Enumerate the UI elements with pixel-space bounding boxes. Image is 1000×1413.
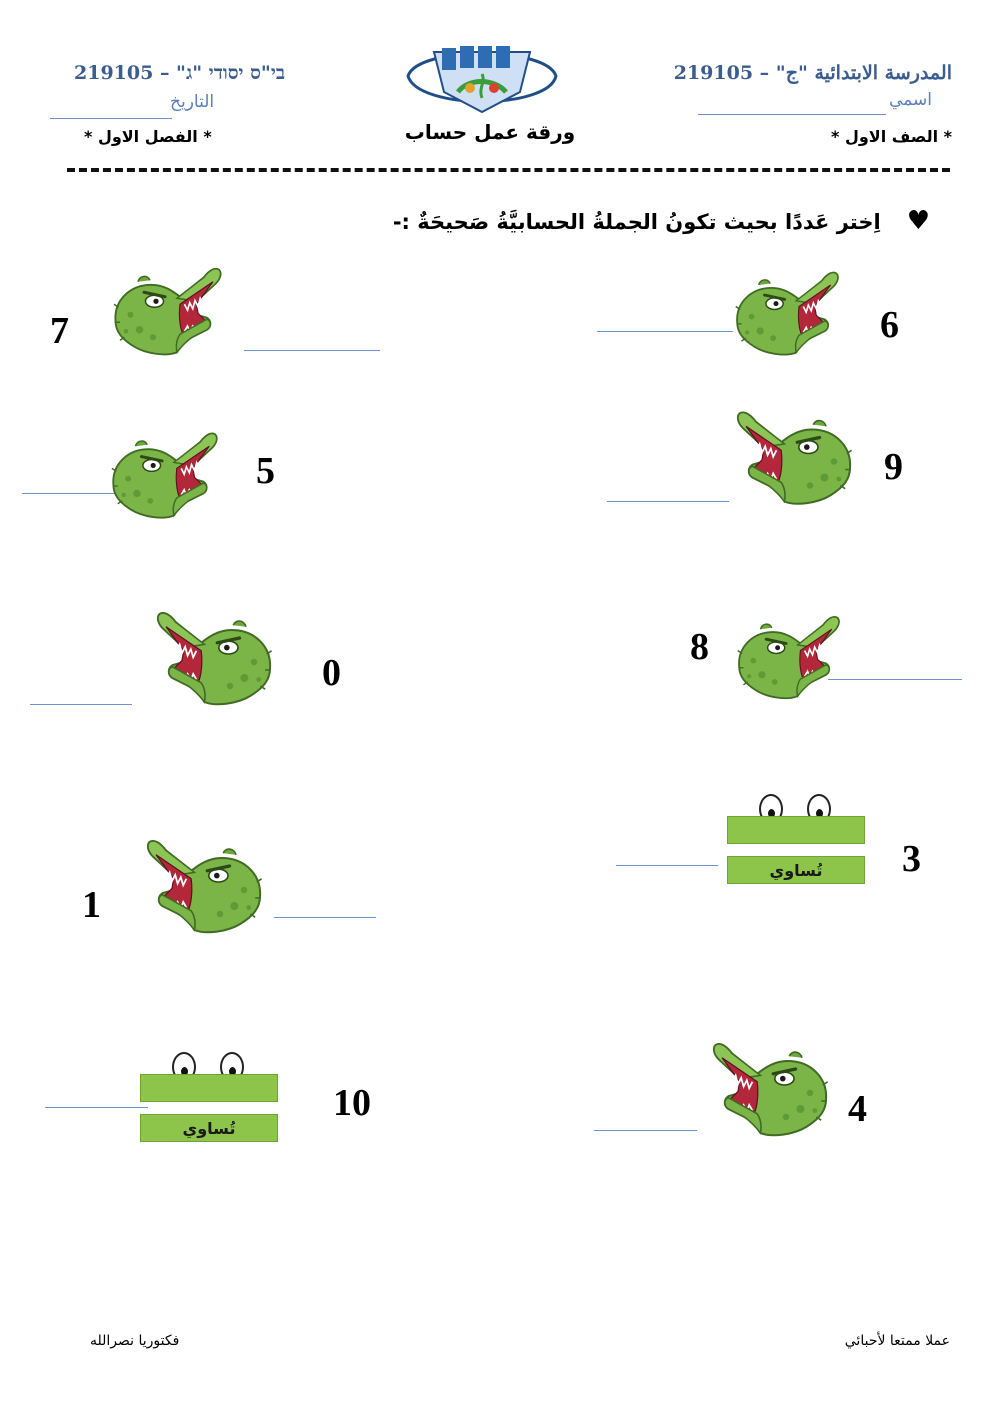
number-1: 1 bbox=[82, 884, 101, 926]
class-label: * الصف الاول * bbox=[831, 127, 952, 146]
crocodile-icon bbox=[150, 592, 278, 724]
school-name-hebrew: בי"ס יסודי "ג" – 219105 bbox=[74, 62, 285, 84]
crocodile-icon bbox=[706, 1022, 834, 1156]
number-8: 8 bbox=[690, 626, 709, 668]
answer-line-4[interactable] bbox=[594, 1130, 697, 1131]
answer-line-6[interactable] bbox=[597, 331, 733, 332]
number-10: 10 bbox=[333, 1082, 371, 1124]
equals-block bbox=[140, 1052, 280, 1142]
answer-line-10[interactable] bbox=[45, 1107, 148, 1108]
answer-line-0[interactable] bbox=[30, 704, 132, 705]
answer-line-3[interactable] bbox=[616, 865, 718, 866]
equals-label: تُساوي bbox=[140, 1114, 278, 1142]
number-7: 7 bbox=[50, 310, 69, 352]
crocodile-icon bbox=[730, 390, 858, 525]
name-line[interactable] bbox=[698, 114, 886, 115]
equals-block bbox=[727, 794, 867, 884]
answer-line-8[interactable] bbox=[828, 679, 962, 680]
number-3: 3 bbox=[902, 838, 921, 880]
number-0: 0 bbox=[322, 652, 341, 694]
heart-icon: ♥ bbox=[906, 206, 930, 236]
instruction bbox=[393, 206, 930, 236]
crocodile-icon bbox=[140, 820, 268, 952]
crocodile-icon bbox=[730, 263, 845, 363]
page-title: ورقة عمل حساب bbox=[404, 120, 576, 144]
date-label: التاريخ bbox=[170, 92, 215, 112]
answer-line-7[interactable] bbox=[244, 350, 380, 351]
school-logo bbox=[398, 40, 566, 118]
crocodile-icon bbox=[106, 424, 224, 526]
equals-label: تُساوي bbox=[727, 856, 865, 884]
equals-bar-top bbox=[727, 816, 865, 844]
number-5: 5 bbox=[256, 450, 275, 492]
crocodile-icon bbox=[108, 262, 228, 360]
footer-right: عملا ممتعا لأحبائي bbox=[844, 1333, 950, 1349]
crocodile-icon bbox=[732, 604, 846, 710]
date-line[interactable] bbox=[50, 118, 172, 119]
footer-left: فكتوريا نصرالله bbox=[90, 1333, 180, 1349]
semester-label: * الفصل الاول * bbox=[84, 127, 212, 146]
name-label: اسمي bbox=[889, 90, 932, 110]
number-9: 9 bbox=[884, 446, 903, 488]
instruction-text: اِختر عَددًا بحيث تكونُ الجملةُ الحسابيَّةُ صَحيحَةٌ :- bbox=[392, 210, 881, 234]
answer-line-1[interactable] bbox=[274, 917, 376, 918]
number-6: 6 bbox=[880, 304, 899, 346]
equals-bar-top bbox=[140, 1074, 278, 1102]
header-divider bbox=[67, 168, 950, 172]
number-4: 4 bbox=[848, 1088, 867, 1130]
school-name-arabic: المدرسة الابتدائية "ج" – 219105 bbox=[673, 62, 952, 84]
answer-line-9[interactable] bbox=[607, 501, 729, 502]
